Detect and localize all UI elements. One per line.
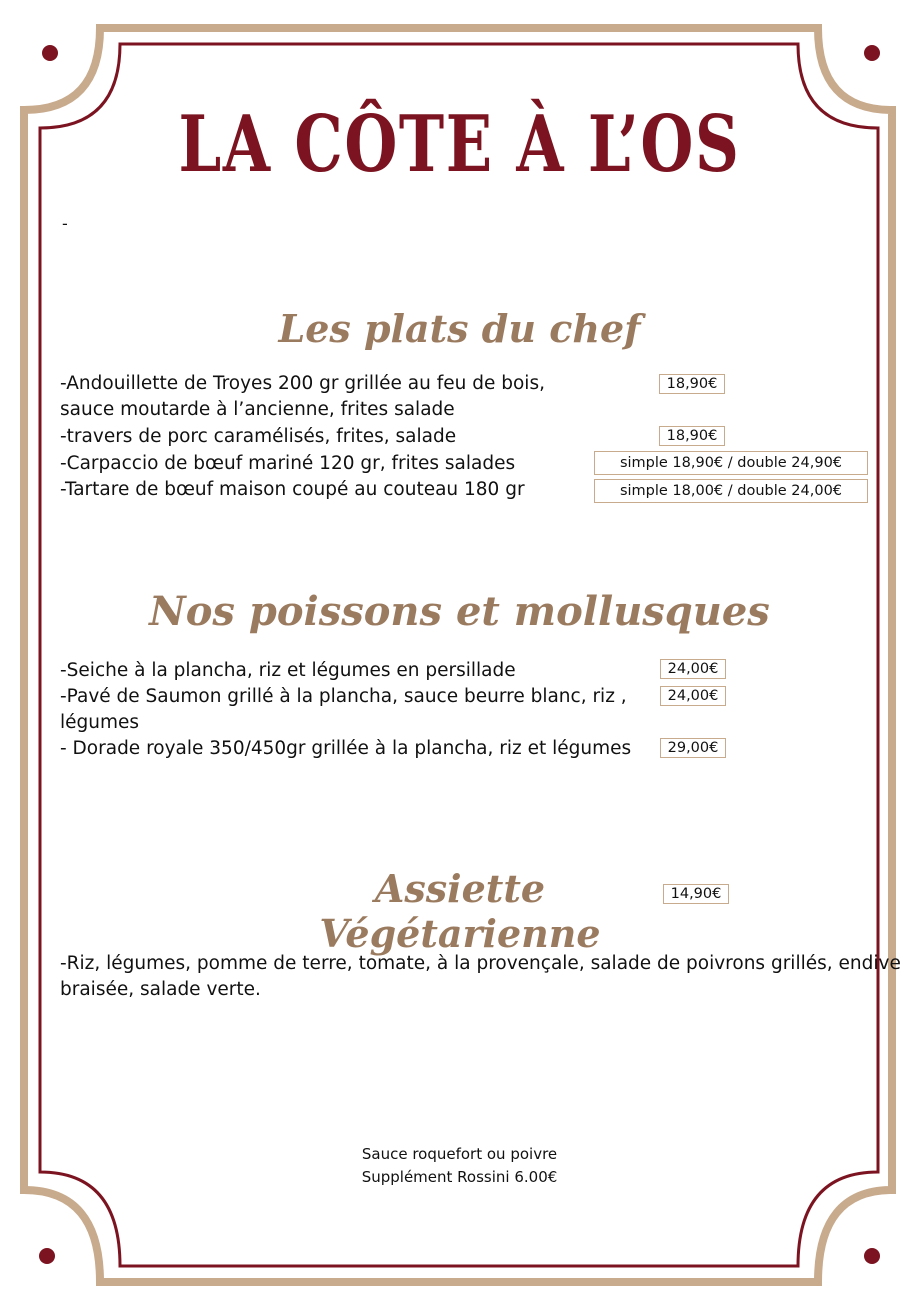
menu-item-carpaccio: -Carpaccio de bœuf mariné 120 gr, frites salades — [60, 453, 516, 474]
vegetarian-description-line1: -Riz, légumes, pomme de terre, tomate, à la provençale, salade de poivrons grillés, endive — [60, 953, 901, 974]
price-andouillette: 18,90€ — [659, 374, 725, 394]
frame-inner-border — [40, 44, 878, 1266]
price-dorade: 29,00€ — [660, 738, 726, 758]
corner-dot-bottom-left — [39, 1248, 55, 1264]
menu-item-dorade: - Dorade royale 350/450gr grillée à la plancha, riz et légumes — [60, 738, 632, 759]
corner-dot-bottom-right — [864, 1248, 880, 1264]
corner-dot-top-right — [864, 45, 880, 61]
frame-outer-border — [24, 28, 892, 1282]
price-seiche: 24,00€ — [660, 659, 726, 679]
menu-item-saumon-line2: légumes — [60, 712, 140, 733]
menu-item-saumon-line1: -Pavé de Saumon grillé à la plancha, sauce beurre blanc, riz , — [60, 686, 627, 707]
menu-item-tartare: -Tartare de bœuf maison coupé au couteau 180 gr — [60, 479, 525, 500]
section-heading-vegetarian: Assiette Végétarienne — [319, 866, 601, 956]
price-travers-de-porc: 18,90€ — [659, 426, 725, 446]
price-vegetarian: 14,90€ — [663, 884, 729, 904]
corner-dot-top-left — [42, 45, 58, 61]
price-saumon: 24,00€ — [660, 686, 726, 706]
menu-item-seiche: -Seiche à la plancha, riz et légumes en persillade — [60, 660, 516, 681]
footer-sauce: Sauce roquefort ou poivre — [361, 1145, 558, 1163]
menu-item-travers-de-porc: -travers de porc caramélisés, frites, salade — [60, 426, 457, 447]
menu-item-andouillette-line2: sauce moutarde à l’ancienne, frites salade — [60, 399, 455, 420]
page-title: LA CÔTE À L’OS — [178, 99, 741, 190]
separator-dash: - — [62, 214, 68, 233]
menu-item-andouillette-line1: -Andouillette de Troyes 200 gr grillée au feu de bois, — [60, 373, 545, 394]
section-heading-chef: Les plats du chef — [278, 306, 641, 351]
vegetarian-description-line2: braisée, salade verte. — [60, 979, 261, 1000]
section-heading-fish: Nos poissons et mollusques — [149, 588, 770, 635]
footer-supplement: Supplément Rossini 6.00€ — [361, 1168, 558, 1186]
price-tartare: simple 18,00€ / double 24,00€ — [594, 479, 868, 503]
price-carpaccio: simple 18,90€ / double 24,90€ — [594, 451, 868, 475]
